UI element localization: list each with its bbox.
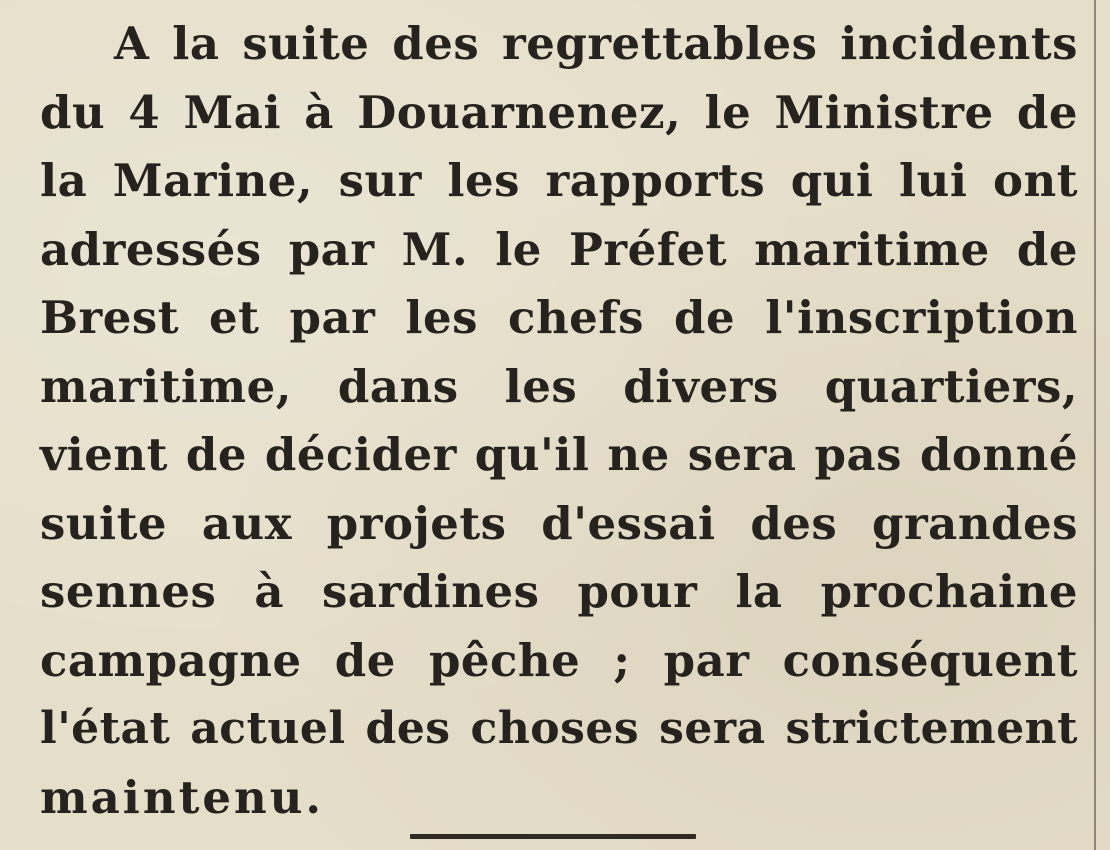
article-line: vient de décider qu'il ne sera pas donné: [40, 428, 1078, 481]
article-line: A la suite des regrettables incidents: [114, 17, 1078, 70]
article-line: Brest et par les chefs de l'inscription: [40, 291, 1078, 344]
article-line: maritime, dans les divers quartiers,: [40, 359, 1078, 413]
article-line: campagne de pêche ; par conséquent: [40, 633, 1078, 687]
article-line: suite aux projets d'essai des grandes: [40, 496, 1078, 550]
section-separator-rule: [410, 834, 696, 839]
article-line: sennes à sardines pour la prochaine: [40, 565, 1078, 618]
column-rule: [1094, 0, 1096, 850]
article-line: la Marine, sur les rapports qui lui ont: [40, 154, 1078, 207]
article-paragraph: [40, 10, 1078, 832]
article-line: maintenu.: [40, 770, 325, 824]
article-line: adressés par M. le Préfet maritime de: [40, 222, 1078, 276]
article-line: l'état actuel des choses sera strictement: [40, 703, 1078, 754]
article-line: du 4 Mai à Douarnenez, le Ministre de: [40, 85, 1078, 139]
